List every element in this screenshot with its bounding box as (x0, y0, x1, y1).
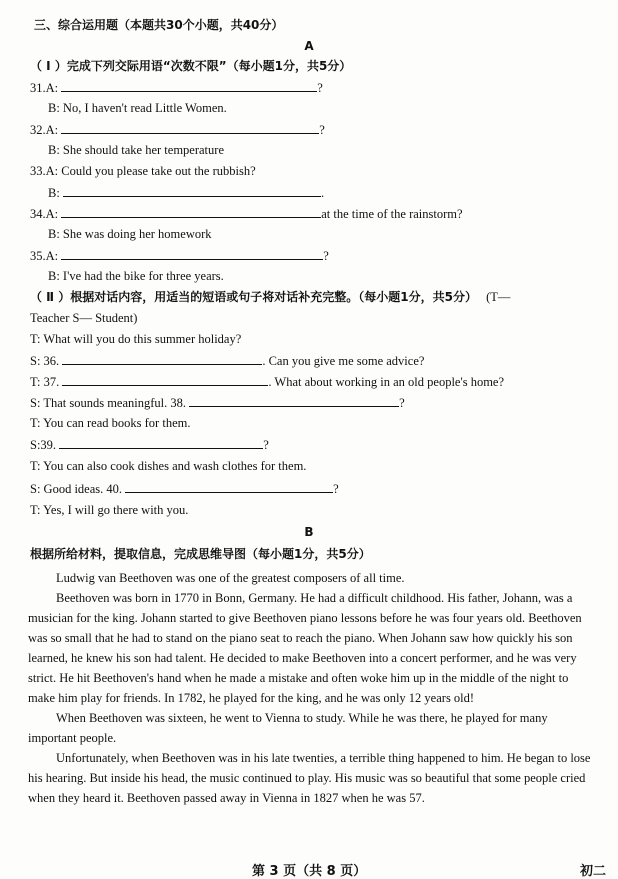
role-note-a: (T— (486, 290, 511, 304)
passage-paragraph-1: Ludwig van Beethoven was one of the greatest composers of all time. (56, 571, 405, 585)
q34-a-line (30, 205, 463, 222)
section-title: 三、综合运用题（本题共30个小题，共40分） (34, 18, 284, 32)
dialogue-line-5: T: You can read books for them. (30, 416, 191, 430)
q40-post: ? (333, 482, 339, 496)
q35-answer-blank[interactable] (61, 247, 323, 260)
q32-end: ? (319, 123, 325, 137)
q39-label: S:39. (30, 438, 57, 452)
q33-b-label: B: (48, 186, 60, 200)
dialogue-line-1: T: What will you do this summer holiday? (30, 332, 242, 346)
q38-label: S: That sounds meaningful. 38. (30, 396, 187, 410)
q32-a-line (30, 121, 325, 138)
q37-post: . What about working in an old people's home? (268, 375, 505, 389)
passage-paragraph-3: When Beethoven was sixteen, he went to Vienna to study. While he was there, he played for many important people. (28, 711, 548, 745)
q34-end: at the time of the rainstorm? (321, 207, 463, 221)
passage (28, 568, 594, 808)
part-b-title: 根据所给材料，提取信息，完成思维导图（每小题1分，共5分） (30, 547, 371, 561)
q31-b-line: B: No, I haven't read Little Women. (48, 101, 227, 115)
q33-end: . (320, 186, 325, 200)
q36-answer-blank[interactable] (62, 352, 262, 365)
q34-a-label: 34.A: (30, 207, 59, 221)
q31-a-line (30, 79, 323, 96)
q33-a-line: 33.A: Could you please take out the rubbish? (30, 164, 256, 178)
q31-answer-blank[interactable] (61, 79, 317, 92)
q35-b-line: B: I've had the bike for three years. (48, 269, 224, 283)
q32-answer-blank[interactable] (61, 121, 319, 134)
q31-end: ? (317, 81, 323, 95)
q33-b-line (48, 184, 324, 201)
dialogue-line-7: T: You can also cook dishes and wash clothes for them. (30, 459, 307, 473)
part-b-label: B (304, 525, 314, 539)
q38-post: ? (399, 396, 405, 410)
passage-paragraph-2: Beethoven was born in 1770 in Bonn, Germany. He had a difficult childhood. His father, Johann, was a musician for the king. Johann started to give Beethoven piano lessons before he was four years old. Beethoven was so small that he had to stand on the piano seat to reach the piano. When Johann saw how quickly his son learned, he knew his son had talent. He decided to make Beethoven into a concert performer, and he was very strict. He hit Beethoven's hand when he made a mistake and often woke him up in the middle of the night to make him play for friends. In 1782, he played for the king, and he was only 12 years old! (28, 591, 582, 705)
dialogue-line-40 (30, 480, 339, 497)
dialogue-line-38 (30, 394, 405, 411)
part-a-label: A (304, 39, 314, 53)
passage-paragraph-4: Unfortunately, when Beethoven was in his late twenties, a terrible thing happened to him. He began to lose his hearing. But inside his head, the music continued to play. His music was so beautiful that some people cried when they heard it. Beethoven passed away in Vienna in 1827 when he was 57. (28, 751, 591, 805)
grade-label: 初二 (580, 864, 607, 879)
page-number: 第 3 页（共 8 页） (252, 864, 367, 879)
dialogue-line-36 (30, 352, 424, 369)
dialogue-line-39 (30, 436, 269, 453)
q40-label: S: Good ideas. 40. (30, 482, 123, 496)
dialogue-line-37 (30, 373, 504, 390)
dialogue-line-9: T: Yes, I will go there with you. (30, 503, 189, 517)
q34-b-line: B: She was doing her homework (48, 227, 212, 241)
q37-answer-blank[interactable] (62, 373, 268, 386)
role-note-b: Teacher S— Student) (30, 311, 138, 325)
q32-b-line: B: She should take her temperature (48, 143, 224, 157)
q40-answer-blank[interactable] (125, 480, 333, 493)
part-a-sub2-title-line (30, 289, 510, 305)
q34-answer-blank[interactable] (61, 205, 321, 218)
q36-post: . Can you give me some advice? (262, 354, 425, 368)
part-a-sub1-title: （ Ⅰ ）完成下列交际用语“次数不限”（每小题1分，共5分） (30, 59, 352, 73)
q39-answer-blank[interactable] (59, 436, 263, 449)
q35-a-label: 35.A: (30, 249, 59, 263)
q36-label: S: 36. (30, 354, 60, 368)
q33-answer-blank[interactable] (63, 184, 321, 197)
q32-a-label: 32.A: (30, 123, 59, 137)
part-a-sub2-title: （ Ⅱ ）根据对话内容，用适当的短语或句子将对话补充完整。（每小题1分，共5分） (30, 290, 477, 304)
q38-answer-blank[interactable] (189, 394, 399, 407)
q31-a-label: 31.A: (30, 81, 59, 95)
q35-end: ? (323, 249, 329, 263)
q39-post: ? (263, 438, 269, 452)
q37-label: T: 37. (30, 375, 60, 389)
q35-a-line (30, 247, 329, 264)
